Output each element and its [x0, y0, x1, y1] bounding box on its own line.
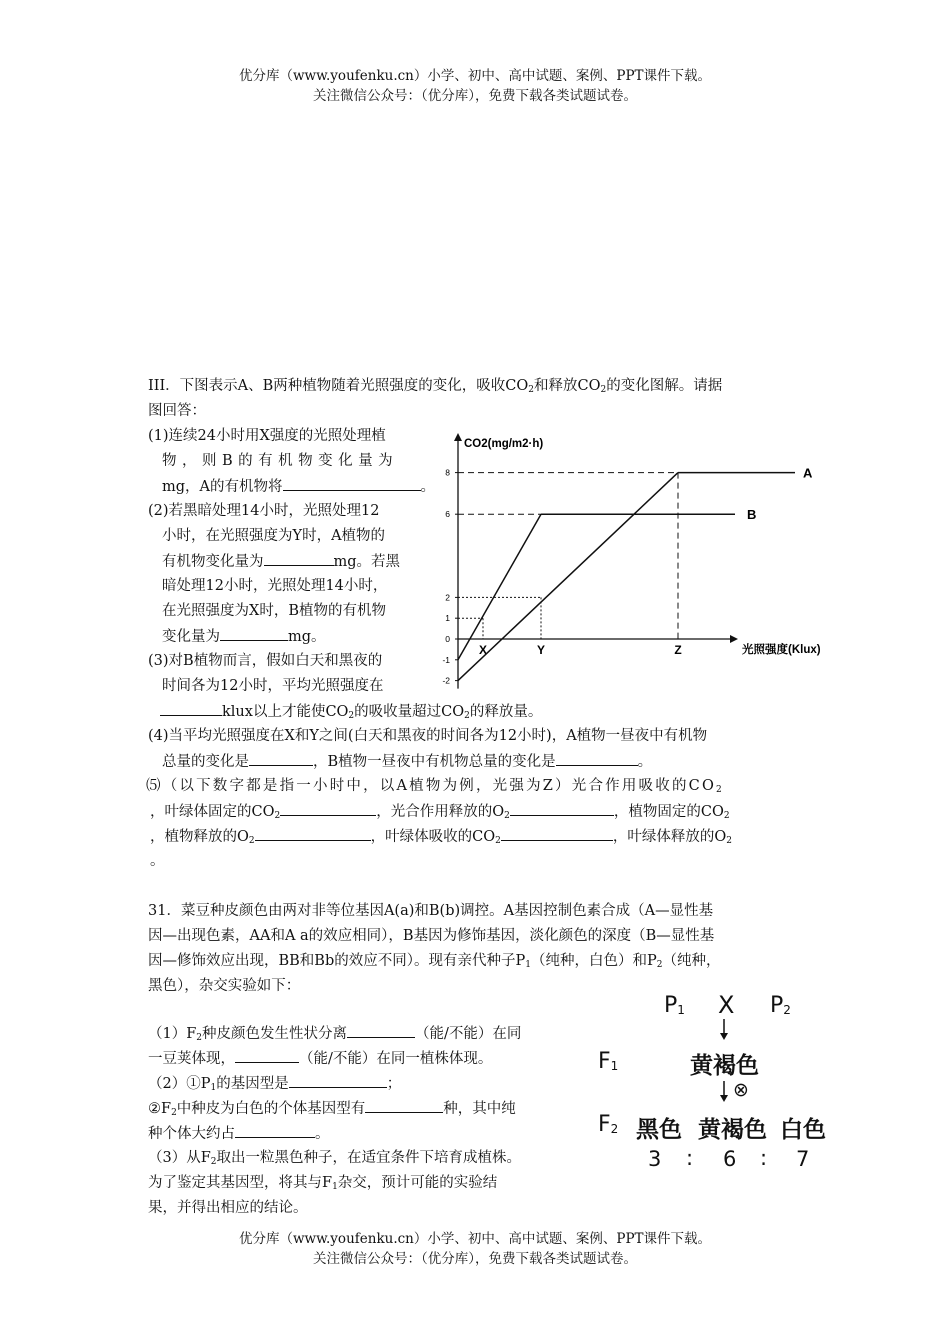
x-axis-arrow-icon [730, 635, 738, 643]
ratio-value: 3 [648, 1147, 662, 1171]
q31-part3-line-2: 为了鉴定其基因型，将其与$F_1$杂交，预计可能的实验结 [148, 1175, 498, 1192]
q3-part2-line-5: 在光照强度为X时，B植物的有机物 [162, 603, 386, 619]
footer-line-2: 关注微信公众号：（优分库），免费下载各类试题试卷。 [313, 1251, 637, 1267]
arrow-down-icon [718, 1081, 730, 1103]
q31-part1-line-2: 一豆荚体现， （能/不能）在同一植株体现。 [148, 1048, 492, 1069]
x-tick-label: Y [536, 643, 546, 657]
q3-part3-line-1: (3)对B植物而言，假如白天和黑夜的 [148, 653, 383, 669]
q3-part1-line-1: (1)连续24小时用X强度的光照处理植 [148, 428, 386, 444]
answer-blank[interactable] [160, 701, 222, 716]
q31-part2-line-1: $(2)①P_1$的基因型是 ； [148, 1073, 401, 1094]
header-line-2: 关注微信公众号：（优分库），免费下载各类试题试卷。 [313, 88, 637, 104]
q3-part5-line-1: ⑸（以下数字都是指一小时中，以A植物为例，光强为Z）光合作用吸收的$CO_2$ [146, 778, 724, 795]
answer-blank[interactable] [501, 826, 613, 841]
answer-blank[interactable] [510, 801, 614, 816]
q3-part2-line-6: 变化量为 mg。 [162, 626, 326, 647]
x-tick-label: Z [674, 643, 682, 657]
f2-white: 白色 [780, 1117, 826, 1143]
y-tick-label: 0 [445, 634, 450, 644]
f1-phenotype: 黄褐色 [690, 1053, 759, 1079]
y-tick-label: -1 [442, 654, 450, 665]
y-axis-arrow-icon [454, 433, 462, 441]
answer-blank[interactable] [289, 1073, 387, 1088]
q3-part5-line-2: ，叶绿体固定的$CO_2$ ，光合作用释放的$O_2$ ，植物固定的$CO_2$ [150, 801, 730, 822]
q3-part3-line-3: klux以上才能使$CO_2$的吸收量超过$CO_2$的释放量。 [160, 701, 542, 722]
f2-yellow-brown: 黄褐色 [698, 1117, 767, 1143]
q3-part5-line-4: 。 [150, 853, 165, 869]
x-axis-label: 光照强度(Klux) [742, 644, 821, 656]
q31-part3-line-1: （3）从$F_2$取出一粒黑色种子，在适宜条件下培育成植株。 [148, 1150, 522, 1167]
f2-label: $F_2$ [598, 1112, 619, 1137]
answer-blank[interactable] [347, 1023, 415, 1038]
q3-part2-line-3: 有机物变化量为 mg。若黑 [162, 551, 400, 572]
q31-part2-line-2: $②F_2$中种皮为白色的个体基因型有 种，其中纯 [148, 1098, 516, 1119]
answer-blank[interactable] [235, 1123, 315, 1138]
q31-part3-line-3: 果，并得出相应的结论。 [148, 1200, 308, 1216]
q3-part4-line-1: (4)当平均光照强度在X和Y之间(白天和黑夜的时间各为12小时)，A植物一昼夜中有机物 [148, 728, 708, 744]
q3-part5-line-3: ，植物释放的$O_2$ ，叶绿体吸收的$CO_2$ ，叶绿体释放的$O_2$ [150, 826, 732, 847]
q3-part2-line-1: (2)若黑暗处理14小时，光照处理12 [148, 503, 380, 519]
answer-blank[interactable] [249, 751, 313, 766]
answer-blank[interactable] [220, 626, 288, 641]
x-tick-label: X [478, 643, 488, 657]
q3-part2-line-4: 暗处理12小时，光照处理14小时， [162, 578, 388, 594]
q31-line-3: 因—修饰效应出现，BB和Bb的效应不同）。现有亲代种子$P_1$（纯种，白色）和$P_2$（纯种， [148, 953, 721, 970]
ratio-value: 6 [723, 1147, 737, 1171]
q3-part2-line-2: 小时，在光照强度为Y时，A植物的 [162, 528, 386, 544]
f2-black: 黑色 [636, 1117, 682, 1143]
y-tick-label: -2 [442, 675, 450, 686]
q3-part3-line-2: 时间各为12小时，平均光照强度在 [162, 678, 384, 694]
series-a-rising [458, 473, 678, 681]
parent-p1: $P_1$ [664, 993, 685, 1018]
answer-blank[interactable] [556, 751, 638, 766]
y-tick-label: 6 [445, 509, 450, 520]
ratio-value: 7 [796, 1147, 810, 1171]
footer-line-1: 优分库（www.youfenku.cn）小学、初中、高中试题、案例、PPT课件下载。 [238, 1231, 712, 1247]
y-tick-label: 8 [445, 467, 450, 478]
y-tick-label: 1 [445, 613, 450, 624]
parent-p2: $P_2$ [770, 993, 791, 1018]
cross-symbol: X [718, 991, 735, 1019]
q31-part2-line-3: 种个体大约占 。 [148, 1123, 330, 1144]
answer-blank[interactable] [280, 801, 376, 816]
series-b-rising [458, 514, 541, 660]
arrow-down-icon [718, 1019, 730, 1041]
answer-blank[interactable] [365, 1098, 443, 1113]
series-b-label: B [747, 507, 757, 523]
q3-part1-line-2: 物，则B的有机物变化量为 [162, 453, 399, 469]
answer-blank[interactable] [255, 826, 371, 841]
q31-line-2: 因—出现色素，AA和A a的效应相同），B基因为修饰基因，淡化颜色的深度（B—显性基 [148, 928, 715, 944]
q3-part1-line-3: mg，A的有机物将 。 [162, 476, 435, 497]
answer-blank[interactable] [283, 476, 421, 491]
q31-line-4: 黑色），杂交实验如下： [148, 978, 301, 994]
answer-blank[interactable] [264, 551, 334, 566]
cross-diagram [590, 985, 840, 1175]
q3-part4-line-2: 总量的变化是 ，B植物一昼夜中有机物总量的变化是 。 [162, 751, 652, 772]
y-axis-label: CO2(mg/m2·h) [464, 438, 544, 450]
f1-label: $F_1$ [598, 1049, 619, 1074]
answer-blank[interactable] [235, 1048, 299, 1063]
series-a-label: A [803, 465, 813, 481]
co2-light-chart [430, 425, 850, 700]
q31-part1-line-1: $(1)F_2$种皮颜色发生性状分离 （能/不能）在同 [148, 1023, 521, 1044]
ratio-separator: : [686, 1146, 694, 1170]
header-line-1: 优分库（www.youfenku.cn）小学、初中、高中试题、案例、PPT课件下载。 [238, 68, 712, 84]
q3-intro-line-1: III．下图表示A、B两种植物随着光照强度的变化，吸收$CO_2$和释放$CO_2$的变化图解。请据 [148, 378, 723, 395]
q31-line-1: 31．菜豆种皮颜色由两对非等位基因A(a)和B(b)调控。A基因控制色素合成（A—显性基 [148, 903, 714, 919]
ratio-separator: : [760, 1146, 768, 1170]
selfing-icon: ⊗ [733, 1079, 749, 1101]
q3-intro-line-2: 图回答： [148, 403, 206, 419]
y-tick-label: 2 [445, 592, 450, 603]
